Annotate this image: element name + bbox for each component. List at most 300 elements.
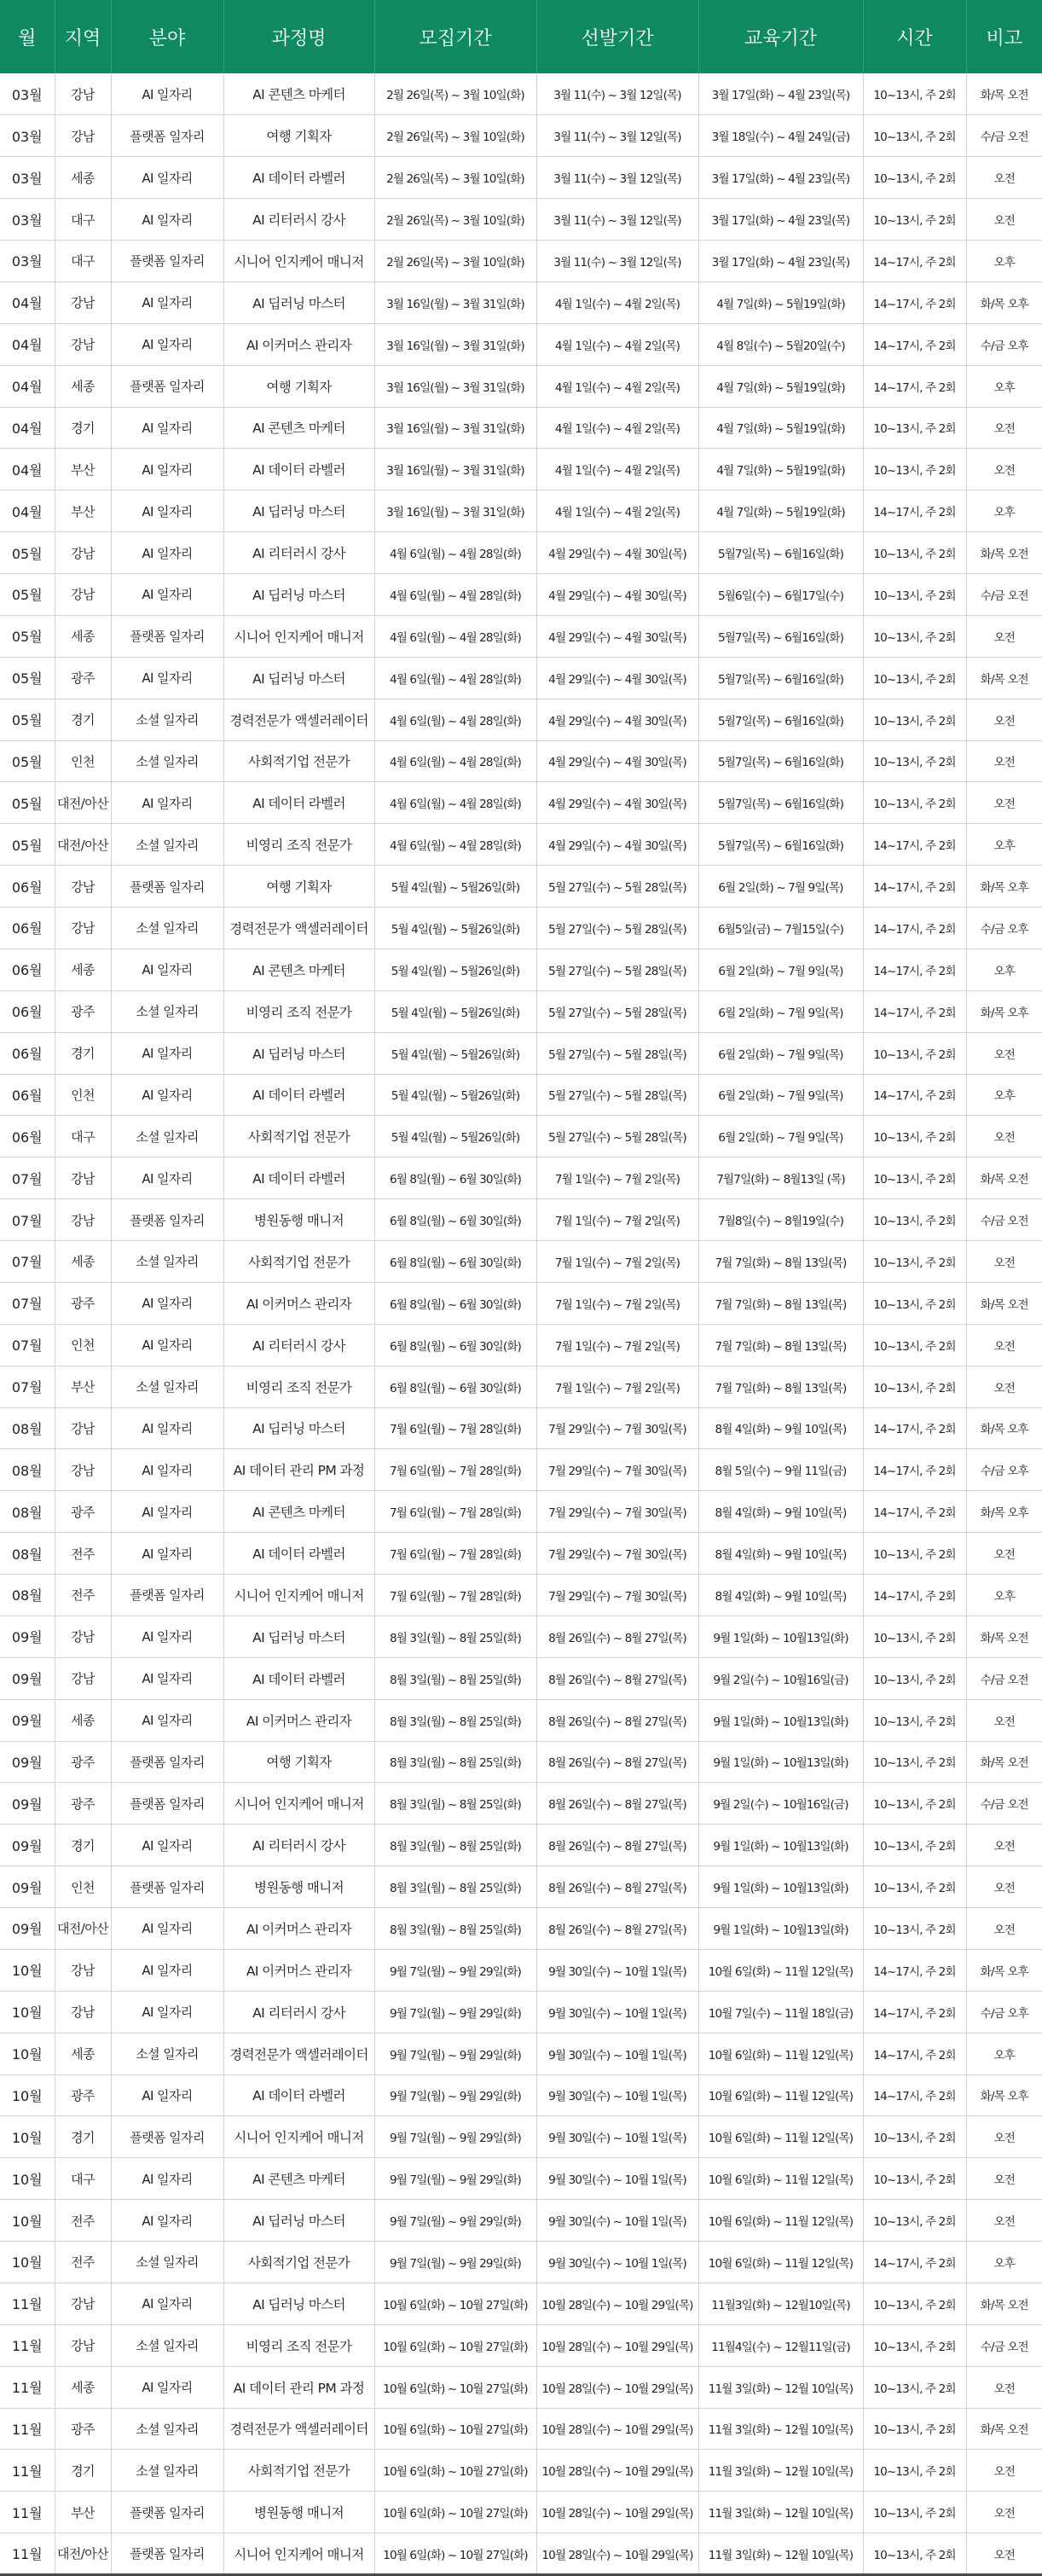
cell-program: 경력전문가 액셀러레이터 — [223, 908, 374, 949]
table-row — [0, 1991, 1042, 2033]
table-row — [0, 2074, 1042, 2116]
cell-edu: 7월8일(수) ~ 8월19일(수) — [698, 1199, 863, 1241]
cell-month: 10월 — [0, 1991, 55, 2033]
cell-recruit: 4월 6일(월) ~ 4월 28일(화) — [374, 574, 536, 616]
cell-program: 시니어 인지케어 매니저 — [223, 2116, 374, 2158]
cell-region: 부산 — [55, 2492, 111, 2533]
cell-note: 오전 — [966, 1241, 1042, 1283]
cell-select: 7월 29일(수) ~ 7월 30일(목) — [536, 1533, 698, 1575]
cell-region: 대전/아산 — [55, 1908, 111, 1950]
cell-edu: 9월 1일(화) ~ 10월13일(화) — [698, 1825, 863, 1866]
cell-program: 사회적기업 전문가 — [223, 740, 374, 782]
cell-region: 광주 — [55, 1282, 111, 1324]
cell-time: 10~13시, 주 2회 — [863, 2450, 966, 2492]
table-row — [0, 449, 1042, 490]
header-select: 선발기간 — [536, 0, 698, 73]
cell-month: 10월 — [0, 2200, 55, 2242]
cell-field: AI 일자리 — [111, 1949, 223, 1991]
cell-note: 오후 — [966, 1074, 1042, 1116]
table-row — [0, 782, 1042, 824]
cell-edu: 11월3일(화) ~ 12월10일(목) — [698, 2283, 863, 2324]
cell-recruit: 4월 6일(월) ~ 4월 28일(화) — [374, 699, 536, 740]
cell-month: 11월 — [0, 2366, 55, 2408]
cell-time: 14~17시, 주 2회 — [863, 1074, 966, 1116]
cell-time: 10~13시, 주 2회 — [863, 1783, 966, 1825]
cell-region: 인천 — [55, 1074, 111, 1116]
cell-select: 4월 1일(수) ~ 4월 2일(목) — [536, 449, 698, 490]
cell-edu: 3월 18일(수) ~ 4월 24일(금) — [698, 115, 863, 157]
cell-field: AI 일자리 — [111, 1407, 223, 1449]
cell-select: 7월 1일(수) ~ 7월 2일(목) — [536, 1157, 698, 1199]
cell-edu: 7월 7일(화) ~ 8월 13일(목) — [698, 1324, 863, 1366]
cell-month: 07월 — [0, 1324, 55, 1366]
cell-field: AI 일자리 — [111, 1699, 223, 1741]
cell-note: 화/목 오후 — [966, 866, 1042, 908]
cell-field: AI 일자리 — [111, 407, 223, 449]
cell-edu: 4월 7일(화) ~ 5월19일(화) — [698, 490, 863, 532]
table-row — [0, 824, 1042, 866]
header-edu: 교육기간 — [698, 0, 863, 73]
cell-region: 강남 — [55, 281, 111, 323]
cell-month: 05월 — [0, 824, 55, 866]
table-row — [0, 2533, 1042, 2575]
cell-edu: 5월7일(목) ~ 6월16일(화) — [698, 824, 863, 866]
cell-field: AI 일자리 — [111, 1657, 223, 1699]
cell-field: 소셜 일자리 — [111, 699, 223, 740]
cell-recruit: 6월 8일(월) ~ 6월 30일(화) — [374, 1157, 536, 1199]
cell-time: 10~13시, 주 2회 — [863, 2158, 966, 2200]
table-row — [0, 615, 1042, 657]
cell-month: 05월 — [0, 740, 55, 782]
cell-month: 06월 — [0, 1074, 55, 1116]
cell-select: 8월 26일(수) ~ 8월 27일(목) — [536, 1825, 698, 1866]
cell-month: 06월 — [0, 949, 55, 990]
table-header-row — [0, 0, 1042, 73]
cell-select: 7월 1일(수) ~ 7월 2일(목) — [536, 1241, 698, 1283]
cell-month: 08월 — [0, 1407, 55, 1449]
cell-time: 10~13시, 주 2회 — [863, 2116, 966, 2158]
cell-select: 9월 30일(수) ~ 10월 1일(목) — [536, 2242, 698, 2283]
cell-program: 여행 기획자 — [223, 365, 374, 407]
cell-select: 8월 26일(수) ~ 8월 27일(목) — [536, 1616, 698, 1657]
cell-select: 7월 1일(수) ~ 7월 2일(목) — [536, 1366, 698, 1407]
cell-month: 10월 — [0, 1949, 55, 1991]
cell-edu: 10월 7일(수) ~ 11월 18일(금) — [698, 1991, 863, 2033]
cell-time: 14~17시, 주 2회 — [863, 1491, 966, 1533]
table-row — [0, 574, 1042, 616]
cell-program: AI 데이터 라벨러 — [223, 1533, 374, 1575]
cell-program: AI 딥러닝 마스터 — [223, 1407, 374, 1449]
cell-select: 9월 30일(수) ~ 10월 1일(목) — [536, 2074, 698, 2116]
cell-note: 화/목 오전 — [966, 532, 1042, 574]
table-row — [0, 1575, 1042, 1616]
table-row — [0, 1741, 1042, 1783]
cell-program: AI 이커머스 관리자 — [223, 1282, 374, 1324]
cell-region: 광주 — [55, 2408, 111, 2450]
cell-field: AI 일자리 — [111, 1282, 223, 1324]
table-row — [0, 407, 1042, 449]
table-row — [0, 1282, 1042, 1324]
table-row — [0, 115, 1042, 157]
cell-time: 10~13시, 주 2회 — [863, 1908, 966, 1950]
cell-field: 플랫폼 일자리 — [111, 615, 223, 657]
cell-time: 14~17시, 주 2회 — [863, 323, 966, 365]
cell-time: 10~13시, 주 2회 — [863, 615, 966, 657]
cell-select: 9월 30일(수) ~ 10월 1일(목) — [536, 2033, 698, 2074]
cell-recruit: 10월 6일(화) ~ 10월 27일(화) — [374, 2283, 536, 2324]
cell-select: 7월 1일(수) ~ 7월 2일(목) — [536, 1199, 698, 1241]
cell-select: 4월 1일(수) ~ 4월 2일(목) — [536, 323, 698, 365]
cell-select: 9월 30일(수) ~ 10월 1일(목) — [536, 2116, 698, 2158]
cell-select: 5월 27일(수) ~ 5월 28일(목) — [536, 990, 698, 1032]
cell-recruit: 3월 16일(월) ~ 3월 31일(화) — [374, 281, 536, 323]
cell-time: 10~13시, 주 2회 — [863, 532, 966, 574]
cell-note: 오전 — [966, 2366, 1042, 2408]
cell-edu: 6월 2일(화) ~ 7월 9일(목) — [698, 1116, 863, 1157]
cell-field: 플랫폼 일자리 — [111, 2492, 223, 2533]
cell-program: AI 이커머스 관리자 — [223, 1699, 374, 1741]
cell-edu: 6월 2일(화) ~ 7월 9일(목) — [698, 949, 863, 990]
cell-note: 오전 — [966, 2492, 1042, 2533]
cell-time: 14~17시, 주 2회 — [863, 1575, 966, 1616]
cell-note: 오전 — [966, 2450, 1042, 2492]
cell-time: 10~13시, 주 2회 — [863, 1241, 966, 1283]
cell-recruit: 2월 26일(목) ~ 3월 10일(화) — [374, 241, 536, 282]
cell-edu: 5월7일(목) ~ 6월16일(화) — [698, 740, 863, 782]
cell-recruit: 7월 6일(월) ~ 7월 28일(화) — [374, 1533, 536, 1575]
cell-select: 4월 29일(수) ~ 4월 30일(목) — [536, 615, 698, 657]
cell-month: 07월 — [0, 1157, 55, 1199]
header-recruit: 모집기간 — [374, 0, 536, 73]
table-row — [0, 281, 1042, 323]
cell-month: 08월 — [0, 1491, 55, 1533]
cell-region: 강남 — [55, 1949, 111, 1991]
cell-field: AI 일자리 — [111, 490, 223, 532]
cell-region: 대구 — [55, 1116, 111, 1157]
cell-recruit: 3월 16일(월) ~ 3월 31일(화) — [374, 449, 536, 490]
cell-edu: 10월 6일(화) ~ 11월 12일(목) — [698, 2033, 863, 2074]
cell-program: AI 리터러시 강사 — [223, 532, 374, 574]
cell-recruit: 6월 8일(월) ~ 6월 30일(화) — [374, 1324, 536, 1366]
cell-time: 10~13시, 주 2회 — [863, 157, 966, 199]
cell-field: AI 일자리 — [111, 1533, 223, 1575]
cell-region: 대전/아산 — [55, 782, 111, 824]
cell-field: AI 일자리 — [111, 532, 223, 574]
cell-note: 오전 — [966, 1032, 1042, 1074]
cell-field: AI 일자리 — [111, 2158, 223, 2200]
cell-field: AI 일자리 — [111, 1991, 223, 2033]
cell-month: 05월 — [0, 615, 55, 657]
cell-program: AI 데이터 라벨러 — [223, 1157, 374, 1199]
cell-note: 오전 — [966, 2158, 1042, 2200]
cell-field: 플랫폼 일자리 — [111, 1741, 223, 1783]
cell-recruit: 10월 6일(화) ~ 10월 27일(화) — [374, 2324, 536, 2366]
cell-note: 오후 — [966, 1575, 1042, 1616]
cell-edu: 6월 2일(화) ~ 7월 9일(목) — [698, 990, 863, 1032]
cell-program: 비영리 조직 전문가 — [223, 824, 374, 866]
cell-select: 4월 1일(수) ~ 4월 2일(목) — [536, 281, 698, 323]
cell-program: AI 딥러닝 마스터 — [223, 490, 374, 532]
table-row — [0, 1324, 1042, 1366]
cell-time: 10~13시, 주 2회 — [863, 1116, 966, 1157]
cell-field: 플랫폼 일자리 — [111, 1783, 223, 1825]
cell-note: 오전 — [966, 449, 1042, 490]
cell-time: 14~17시, 주 2회 — [863, 2074, 966, 2116]
cell-time: 10~13시, 주 2회 — [863, 115, 966, 157]
cell-recruit: 10월 6일(화) ~ 10월 27일(화) — [374, 2450, 536, 2492]
cell-time: 10~13시, 주 2회 — [863, 1199, 966, 1241]
table-row — [0, 1783, 1042, 1825]
cell-edu: 11월 3일(화) ~ 12월 10일(목) — [698, 2450, 863, 2492]
cell-edu: 9월 1일(화) ~ 10월13일(화) — [698, 1866, 863, 1908]
cell-program: 시니어 인지케어 매니저 — [223, 1783, 374, 1825]
cell-month: 11월 — [0, 2533, 55, 2575]
cell-time: 14~17시, 주 2회 — [863, 908, 966, 949]
cell-edu: 3월 17일(화) ~ 4월 23일(목) — [698, 199, 863, 241]
cell-program: 사회적기업 전문가 — [223, 2450, 374, 2492]
table-row — [0, 1407, 1042, 1449]
cell-month: 07월 — [0, 1199, 55, 1241]
cell-field: AI 일자리 — [111, 449, 223, 490]
cell-region: 강남 — [55, 1199, 111, 1241]
cell-note: 오후 — [966, 824, 1042, 866]
cell-field: 소셜 일자리 — [111, 2324, 223, 2366]
cell-field: AI 일자리 — [111, 657, 223, 699]
cell-note: 수/금 오후 — [966, 1991, 1042, 2033]
cell-month: 10월 — [0, 2158, 55, 2200]
cell-region: 광주 — [55, 1741, 111, 1783]
cell-region: 전주 — [55, 2200, 111, 2242]
cell-program: AI 딥러닝 마스터 — [223, 2200, 374, 2242]
cell-select: 10월 28일(수) ~ 10월 29일(목) — [536, 2366, 698, 2408]
cell-program: AI 리터러시 강사 — [223, 199, 374, 241]
cell-program: AI 딥러닝 마스터 — [223, 657, 374, 699]
cell-region: 부산 — [55, 1366, 111, 1407]
cell-select: 4월 29일(수) ~ 4월 30일(목) — [536, 657, 698, 699]
cell-edu: 5월7일(목) ~ 6월16일(화) — [698, 615, 863, 657]
cell-select: 7월 29일(수) ~ 7월 30일(목) — [536, 1491, 698, 1533]
cell-recruit: 9월 7일(월) ~ 9월 29일(화) — [374, 2200, 536, 2242]
cell-edu: 8월 4일(화) ~ 9월 10일(목) — [698, 1407, 863, 1449]
cell-field: AI 일자리 — [111, 1157, 223, 1199]
cell-edu: 4월 7일(화) ~ 5월19일(화) — [698, 365, 863, 407]
table-row — [0, 365, 1042, 407]
cell-program: 병원동행 매니저 — [223, 1199, 374, 1241]
cell-time: 10~13시, 주 2회 — [863, 449, 966, 490]
cell-program: 사회적기업 전문가 — [223, 2242, 374, 2283]
cell-select: 8월 26일(수) ~ 8월 27일(목) — [536, 1866, 698, 1908]
cell-select: 8월 26일(수) ~ 8월 27일(목) — [536, 1699, 698, 1741]
cell-month: 11월 — [0, 2283, 55, 2324]
table-row — [0, 2408, 1042, 2450]
cell-recruit: 5월 4일(월) ~ 5월26일(화) — [374, 990, 536, 1032]
cell-edu: 10월 6일(화) ~ 11월 12일(목) — [698, 2158, 863, 2200]
cell-time: 10~13시, 주 2회 — [863, 1866, 966, 1908]
table-row — [0, 2324, 1042, 2366]
cell-recruit: 4월 6일(월) ~ 4월 28일(화) — [374, 740, 536, 782]
cell-field: 소셜 일자리 — [111, 1366, 223, 1407]
cell-region: 강남 — [55, 574, 111, 616]
table-row — [0, 1241, 1042, 1283]
cell-field: AI 일자리 — [111, 1616, 223, 1657]
table-row — [0, 2033, 1042, 2074]
cell-note: 오전 — [966, 1533, 1042, 1575]
cell-region: 강남 — [55, 323, 111, 365]
cell-month: 03월 — [0, 73, 55, 115]
cell-region: 전주 — [55, 1533, 111, 1575]
cell-recruit: 5월 4일(월) ~ 5월26일(화) — [374, 1074, 536, 1116]
cell-select: 3월 11(수) ~ 3월 12일(목) — [536, 199, 698, 241]
cell-recruit: 10월 6일(화) ~ 10월 27일(화) — [374, 2408, 536, 2450]
cell-edu: 6월 2일(화) ~ 7월 9일(목) — [698, 866, 863, 908]
cell-edu: 6월 2일(화) ~ 7월 9일(목) — [698, 1074, 863, 1116]
cell-select: 9월 30일(수) ~ 10월 1일(목) — [536, 1991, 698, 2033]
cell-region: 전주 — [55, 1575, 111, 1616]
cell-time: 10~13시, 주 2회 — [863, 1282, 966, 1324]
cell-select: 4월 29일(수) ~ 4월 30일(목) — [536, 532, 698, 574]
cell-field: 소셜 일자리 — [111, 990, 223, 1032]
cell-region: 세종 — [55, 1241, 111, 1283]
cell-time: 10~13시, 주 2회 — [863, 73, 966, 115]
cell-select: 8월 26일(수) ~ 8월 27일(목) — [536, 1908, 698, 1950]
cell-select: 9월 30일(수) ~ 10월 1일(목) — [536, 1949, 698, 1991]
cell-edu: 8월 4일(화) ~ 9월 10일(목) — [698, 1491, 863, 1533]
cell-note: 오전 — [966, 2200, 1042, 2242]
table-row — [0, 1866, 1042, 1908]
cell-time: 10~13시, 주 2회 — [863, 657, 966, 699]
cell-region: 부산 — [55, 490, 111, 532]
cell-recruit: 3월 16일(월) ~ 3월 31일(화) — [374, 407, 536, 449]
table-row — [0, 1032, 1042, 1074]
cell-recruit: 3월 16일(월) ~ 3월 31일(화) — [374, 490, 536, 532]
cell-edu: 3월 17일(화) ~ 4월 23일(목) — [698, 157, 863, 199]
cell-recruit: 8월 3일(월) ~ 8월 25일(화) — [374, 1908, 536, 1950]
cell-recruit: 8월 3일(월) ~ 8월 25일(화) — [374, 1783, 536, 1825]
cell-month: 03월 — [0, 241, 55, 282]
table-row — [0, 1699, 1042, 1741]
cell-time: 10~13시, 주 2회 — [863, 1741, 966, 1783]
cell-note: 오전 — [966, 740, 1042, 782]
table-row — [0, 490, 1042, 532]
cell-select: 3월 11(수) ~ 3월 12일(목) — [536, 115, 698, 157]
cell-month: 06월 — [0, 1116, 55, 1157]
table-row — [0, 1908, 1042, 1950]
cell-region: 강남 — [55, 532, 111, 574]
cell-region: 대구 — [55, 199, 111, 241]
table-row — [0, 157, 1042, 199]
cell-note: 화/목 오전 — [966, 1282, 1042, 1324]
cell-program: AI 데이터 라벨러 — [223, 2074, 374, 2116]
cell-region: 인천 — [55, 1324, 111, 1366]
cell-field: AI 일자리 — [111, 1908, 223, 1950]
cell-recruit: 5월 4일(월) ~ 5월26일(화) — [374, 866, 536, 908]
cell-field: 플랫폼 일자리 — [111, 866, 223, 908]
cell-month: 10월 — [0, 2116, 55, 2158]
cell-select: 7월 29일(수) ~ 7월 30일(목) — [536, 1407, 698, 1449]
cell-time: 10~13시, 주 2회 — [863, 2200, 966, 2242]
cell-recruit: 4월 6일(월) ~ 4월 28일(화) — [374, 824, 536, 866]
cell-select: 9월 30일(수) ~ 10월 1일(목) — [536, 2158, 698, 2200]
cell-recruit: 9월 7일(월) ~ 9월 29일(화) — [374, 1949, 536, 1991]
table-row — [0, 866, 1042, 908]
cell-note: 화/목 오전 — [966, 1157, 1042, 1199]
cell-recruit: 4월 6일(월) ~ 4월 28일(화) — [374, 657, 536, 699]
cell-field: AI 일자리 — [111, 199, 223, 241]
cell-region: 전주 — [55, 2242, 111, 2283]
cell-program: AI 이커머스 관리자 — [223, 1949, 374, 1991]
cell-time: 10~13시, 주 2회 — [863, 1533, 966, 1575]
cell-month: 06월 — [0, 990, 55, 1032]
cell-month: 09월 — [0, 1699, 55, 1741]
cell-recruit: 9월 7일(월) ~ 9월 29일(화) — [374, 2074, 536, 2116]
cell-select: 4월 29일(수) ~ 4월 30일(목) — [536, 574, 698, 616]
cell-region: 세종 — [55, 365, 111, 407]
cell-region: 대구 — [55, 241, 111, 282]
cell-region: 대구 — [55, 2158, 111, 2200]
cell-month: 04월 — [0, 449, 55, 490]
cell-month: 08월 — [0, 1575, 55, 1616]
cell-month: 09월 — [0, 1741, 55, 1783]
table-row — [0, 949, 1042, 990]
cell-recruit: 8월 3일(월) ~ 8월 25일(화) — [374, 1825, 536, 1866]
cell-edu: 11월 3일(화) ~ 12월 10일(목) — [698, 2492, 863, 2533]
cell-time: 14~17시, 주 2회 — [863, 281, 966, 323]
cell-month: 09월 — [0, 1825, 55, 1866]
cell-region: 인천 — [55, 1866, 111, 1908]
cell-note: 화/목 오후 — [966, 1949, 1042, 1991]
cell-program: AI 데이터 라벨러 — [223, 449, 374, 490]
cell-field: AI 일자리 — [111, 323, 223, 365]
cell-recruit: 7월 6일(월) ~ 7월 28일(화) — [374, 1575, 536, 1616]
table-row — [0, 323, 1042, 365]
cell-program: AI 콘텐츠 마케터 — [223, 949, 374, 990]
cell-recruit: 7월 6일(월) ~ 7월 28일(화) — [374, 1407, 536, 1449]
header-program: 과정명 — [223, 0, 374, 73]
table-row — [0, 990, 1042, 1032]
cell-edu: 8월 4일(화) ~ 9월 10일(목) — [698, 1533, 863, 1575]
table-row — [0, 1825, 1042, 1866]
cell-edu: 9월 1일(화) ~ 10월13일(화) — [698, 1616, 863, 1657]
cell-program: AI 리터러시 강사 — [223, 1991, 374, 2033]
cell-recruit: 3월 16일(월) ~ 3월 31일(화) — [374, 365, 536, 407]
cell-month: 03월 — [0, 115, 55, 157]
cell-region: 강남 — [55, 1657, 111, 1699]
cell-month: 05월 — [0, 657, 55, 699]
cell-select: 5월 27일(수) ~ 5월 28일(목) — [536, 1116, 698, 1157]
cell-region: 광주 — [55, 2074, 111, 2116]
cell-select: 8월 26일(수) ~ 8월 27일(목) — [536, 1783, 698, 1825]
cell-note: 수/금 오후 — [966, 908, 1042, 949]
cell-note: 오전 — [966, 1324, 1042, 1366]
cell-region: 경기 — [55, 2116, 111, 2158]
cell-edu: 6월5일(금) ~ 7월15일(수) — [698, 908, 863, 949]
table-row — [0, 740, 1042, 782]
cell-program: 비영리 조직 전문가 — [223, 990, 374, 1032]
cell-note: 오전 — [966, 2116, 1042, 2158]
cell-select: 7월 1일(수) ~ 7월 2일(목) — [536, 1324, 698, 1366]
cell-recruit: 7월 6일(월) ~ 7월 28일(화) — [374, 1491, 536, 1533]
cell-field: 소셜 일자리 — [111, 1241, 223, 1283]
cell-note: 화/목 오전 — [966, 1741, 1042, 1783]
header-region: 지역 — [55, 0, 111, 73]
cell-note: 오전 — [966, 1366, 1042, 1407]
cell-program: AI 이커머스 관리자 — [223, 323, 374, 365]
cell-program: AI 데이터 라벨러 — [223, 157, 374, 199]
cell-select: 5월 27일(수) ~ 5월 28일(목) — [536, 1032, 698, 1074]
cell-month: 09월 — [0, 1908, 55, 1950]
cell-recruit: 5월 4일(월) ~ 5월26일(화) — [374, 1116, 536, 1157]
cell-time: 10~13시, 주 2회 — [863, 1825, 966, 1866]
